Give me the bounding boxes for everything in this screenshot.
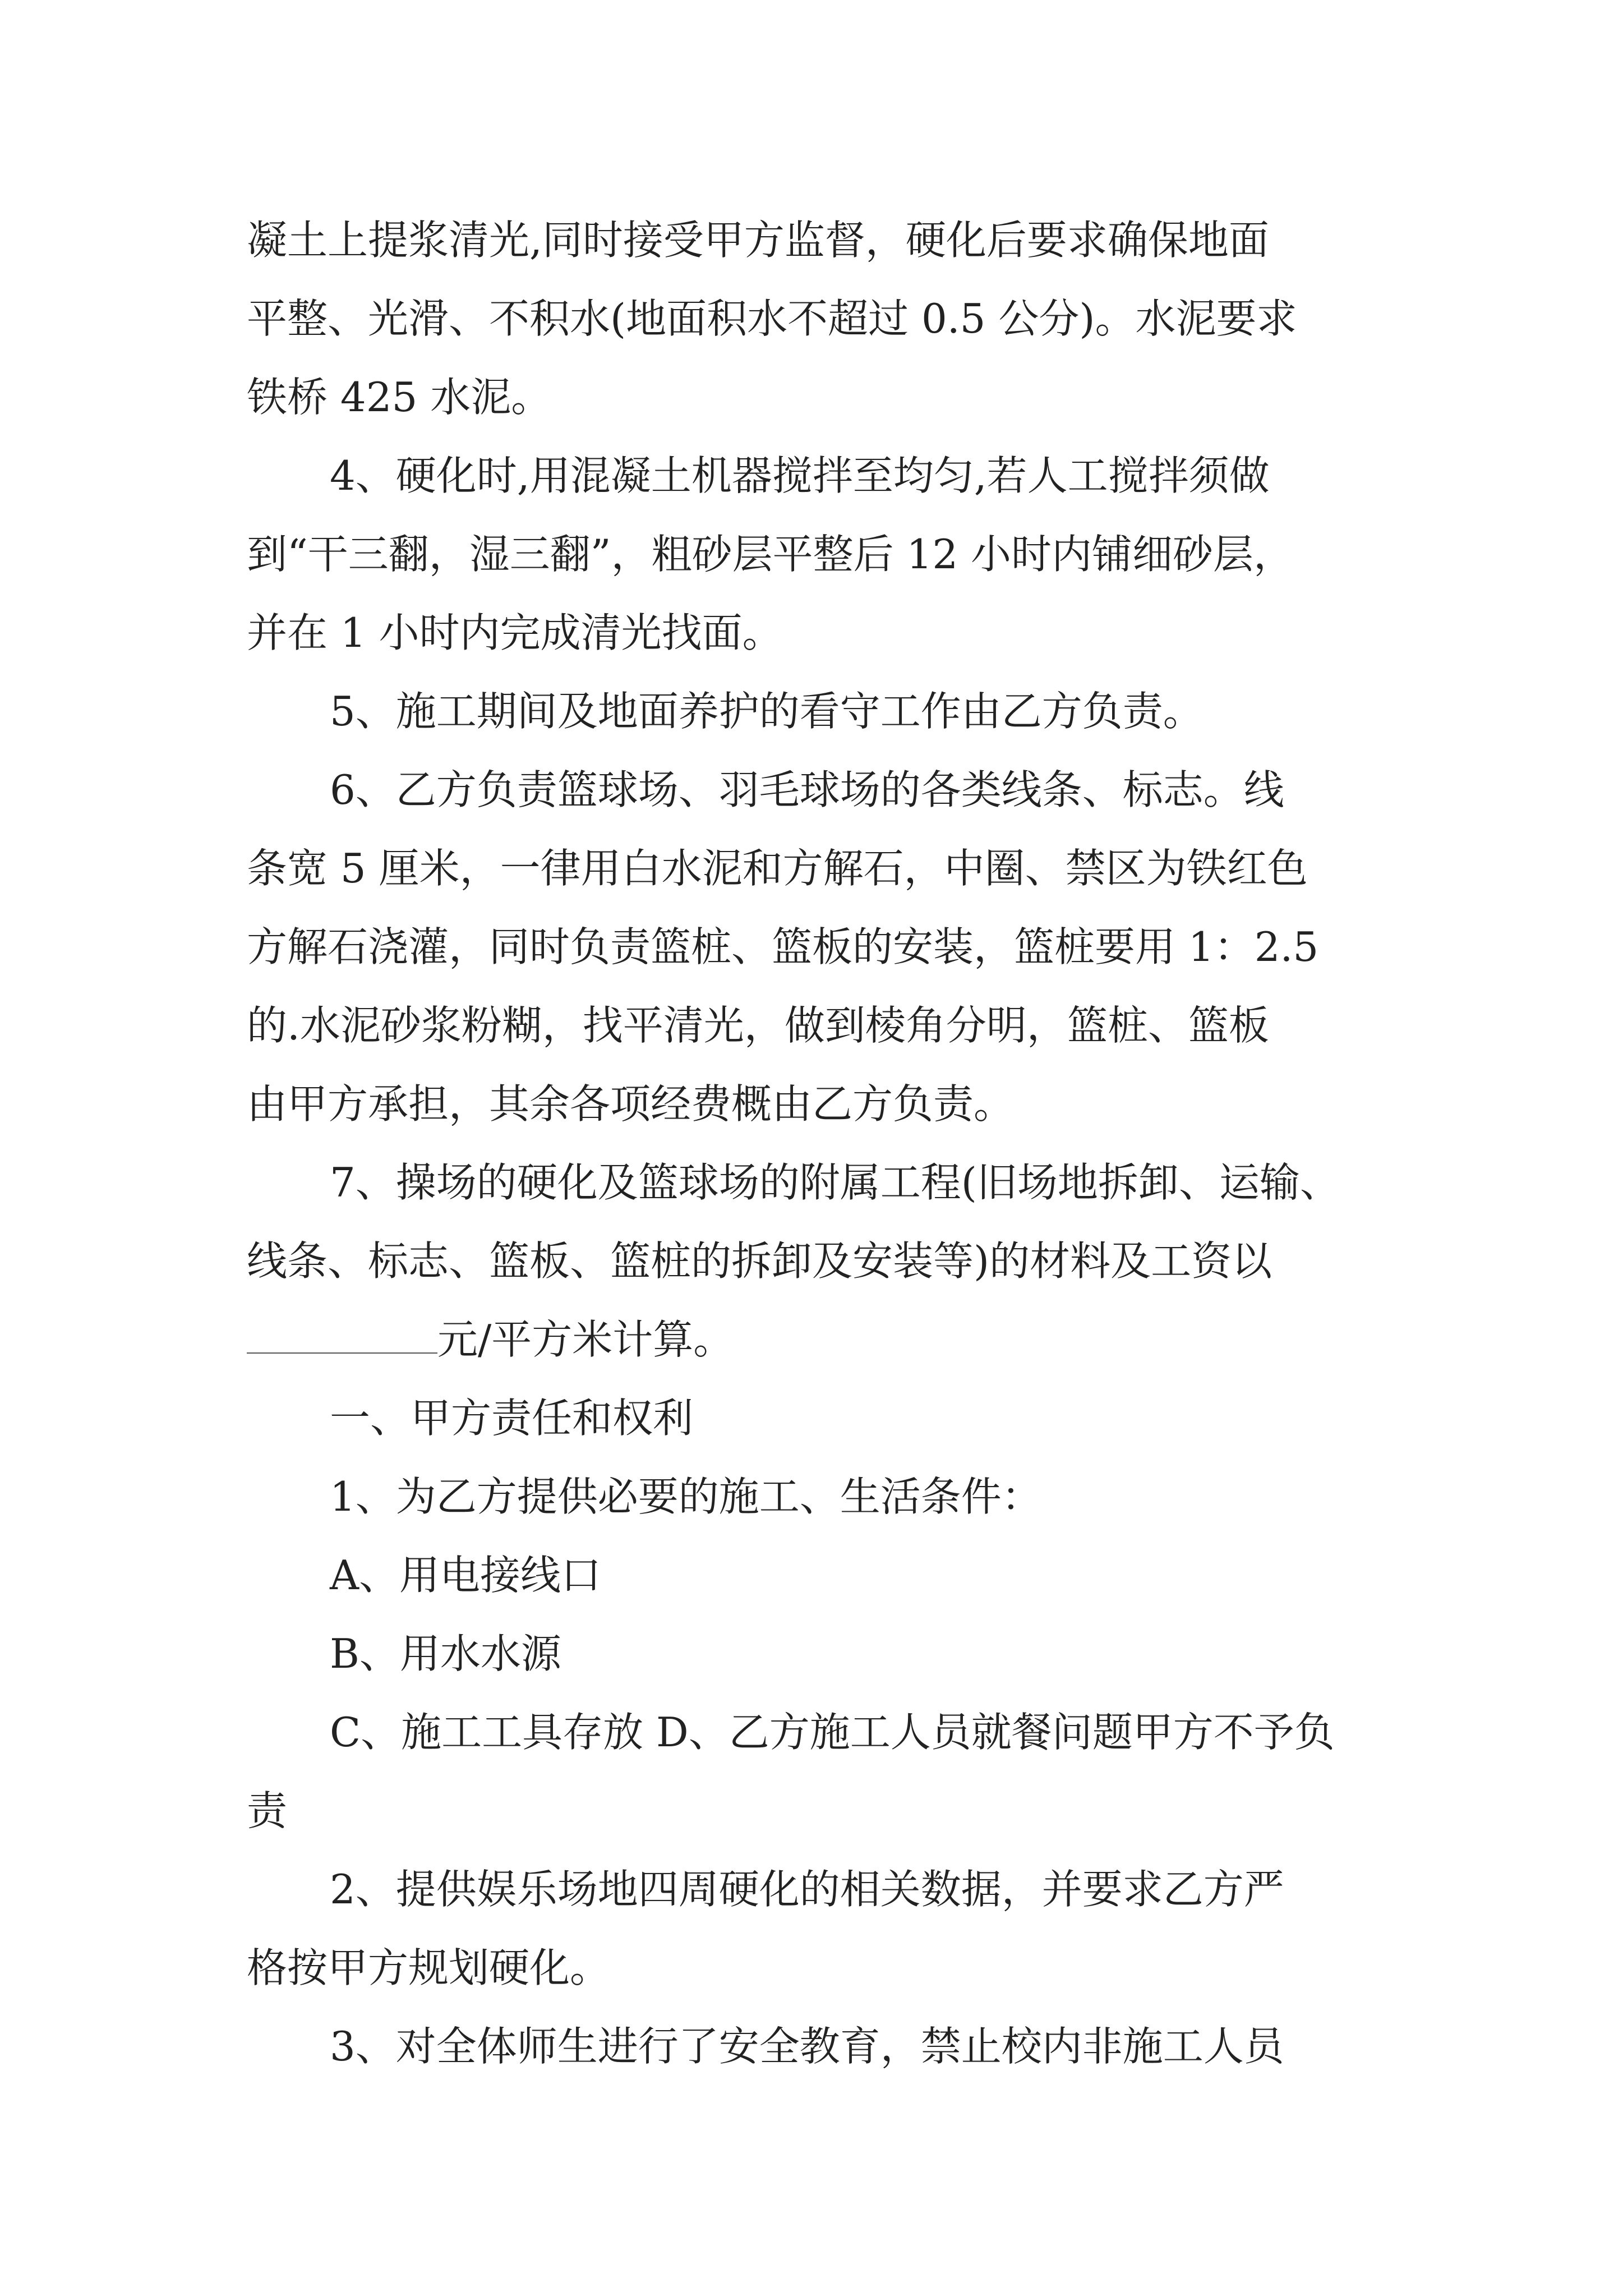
paragraph-line: 元/平方米计算。: [437, 1316, 734, 1363]
paragraph-line: 条宽 5 厘米，一律用白水泥和方解石，中圈、禁区为铁红色: [247, 845, 1308, 892]
paragraph-line: 凝土上提浆清光,同时接受甲方监督，硬化后要求确保地面: [247, 217, 1269, 264]
paragraph-line: 的.水泥砂浆粉糊，找平清光，做到棱角分明，篮桩、篮板: [247, 1002, 1269, 1049]
paragraph-line: 到“干三翻，湿三翻”，粗砂层平整后 12 小时内铺细砂层，: [247, 531, 1294, 578]
paragraph-line: 6、乙方负责篮球场、羽毛球场的各类线条、标志。线: [330, 766, 1284, 813]
list-item: B、用水水源: [330, 1630, 561, 1677]
paragraph-line: 3、对全体师生进行了安全教育，禁止校内非施工人员: [330, 2023, 1284, 2070]
paragraph-line: 由甲方承担，其余各项经费概由乙方负责。: [247, 1080, 1015, 1128]
paragraph-line: 铁桥 425 水泥。: [247, 374, 552, 421]
paragraph-line: 格按甲方规划硬化。: [247, 1944, 611, 1991]
blank-fill-line: [247, 1313, 734, 1366]
paragraph-line: 4、硬化时,用混凝土机器搅拌至均匀,若人工搅拌须做: [330, 452, 1270, 499]
paragraph-line: 责: [247, 1787, 288, 1834]
paragraph-line: 方解石浇灌，同时负责篮桩、篮板的安装，篮桩要用 1：2.5: [247, 923, 1319, 970]
fill-in-blank: [247, 1330, 437, 1354]
paragraph-line: 平整、光滑、不积水(地面积水不超过 0.5 公分)。水泥要求: [247, 295, 1297, 342]
paragraph-line: 2、提供娱乐场地四周硬化的相关数据，并要求乙方严: [330, 1866, 1284, 1913]
paragraph-line: 5、施工期间及地面养护的看守工作由乙方负责。: [330, 688, 1204, 735]
paragraph-line: 线条、标志、篮板、篮桩的拆卸及安装等)的材料及工资以: [247, 1237, 1272, 1285]
paragraph-line: 1、为乙方提供必要的施工、生活条件：: [330, 1473, 1042, 1520]
list-item: C、施工工具存放 D、乙方施工人员就餐问题甲方不予负: [330, 1709, 1335, 1756]
paragraph-line: 7、操场的硬化及篮球场的附属工程(旧场地拆卸、运输、: [330, 1159, 1340, 1206]
list-item: A、用电接线口: [330, 1552, 601, 1599]
paragraph-line: 并在 1 小时内完成清光找面。: [247, 609, 783, 656]
section-heading: 一、甲方责任和权利: [330, 1395, 694, 1442]
